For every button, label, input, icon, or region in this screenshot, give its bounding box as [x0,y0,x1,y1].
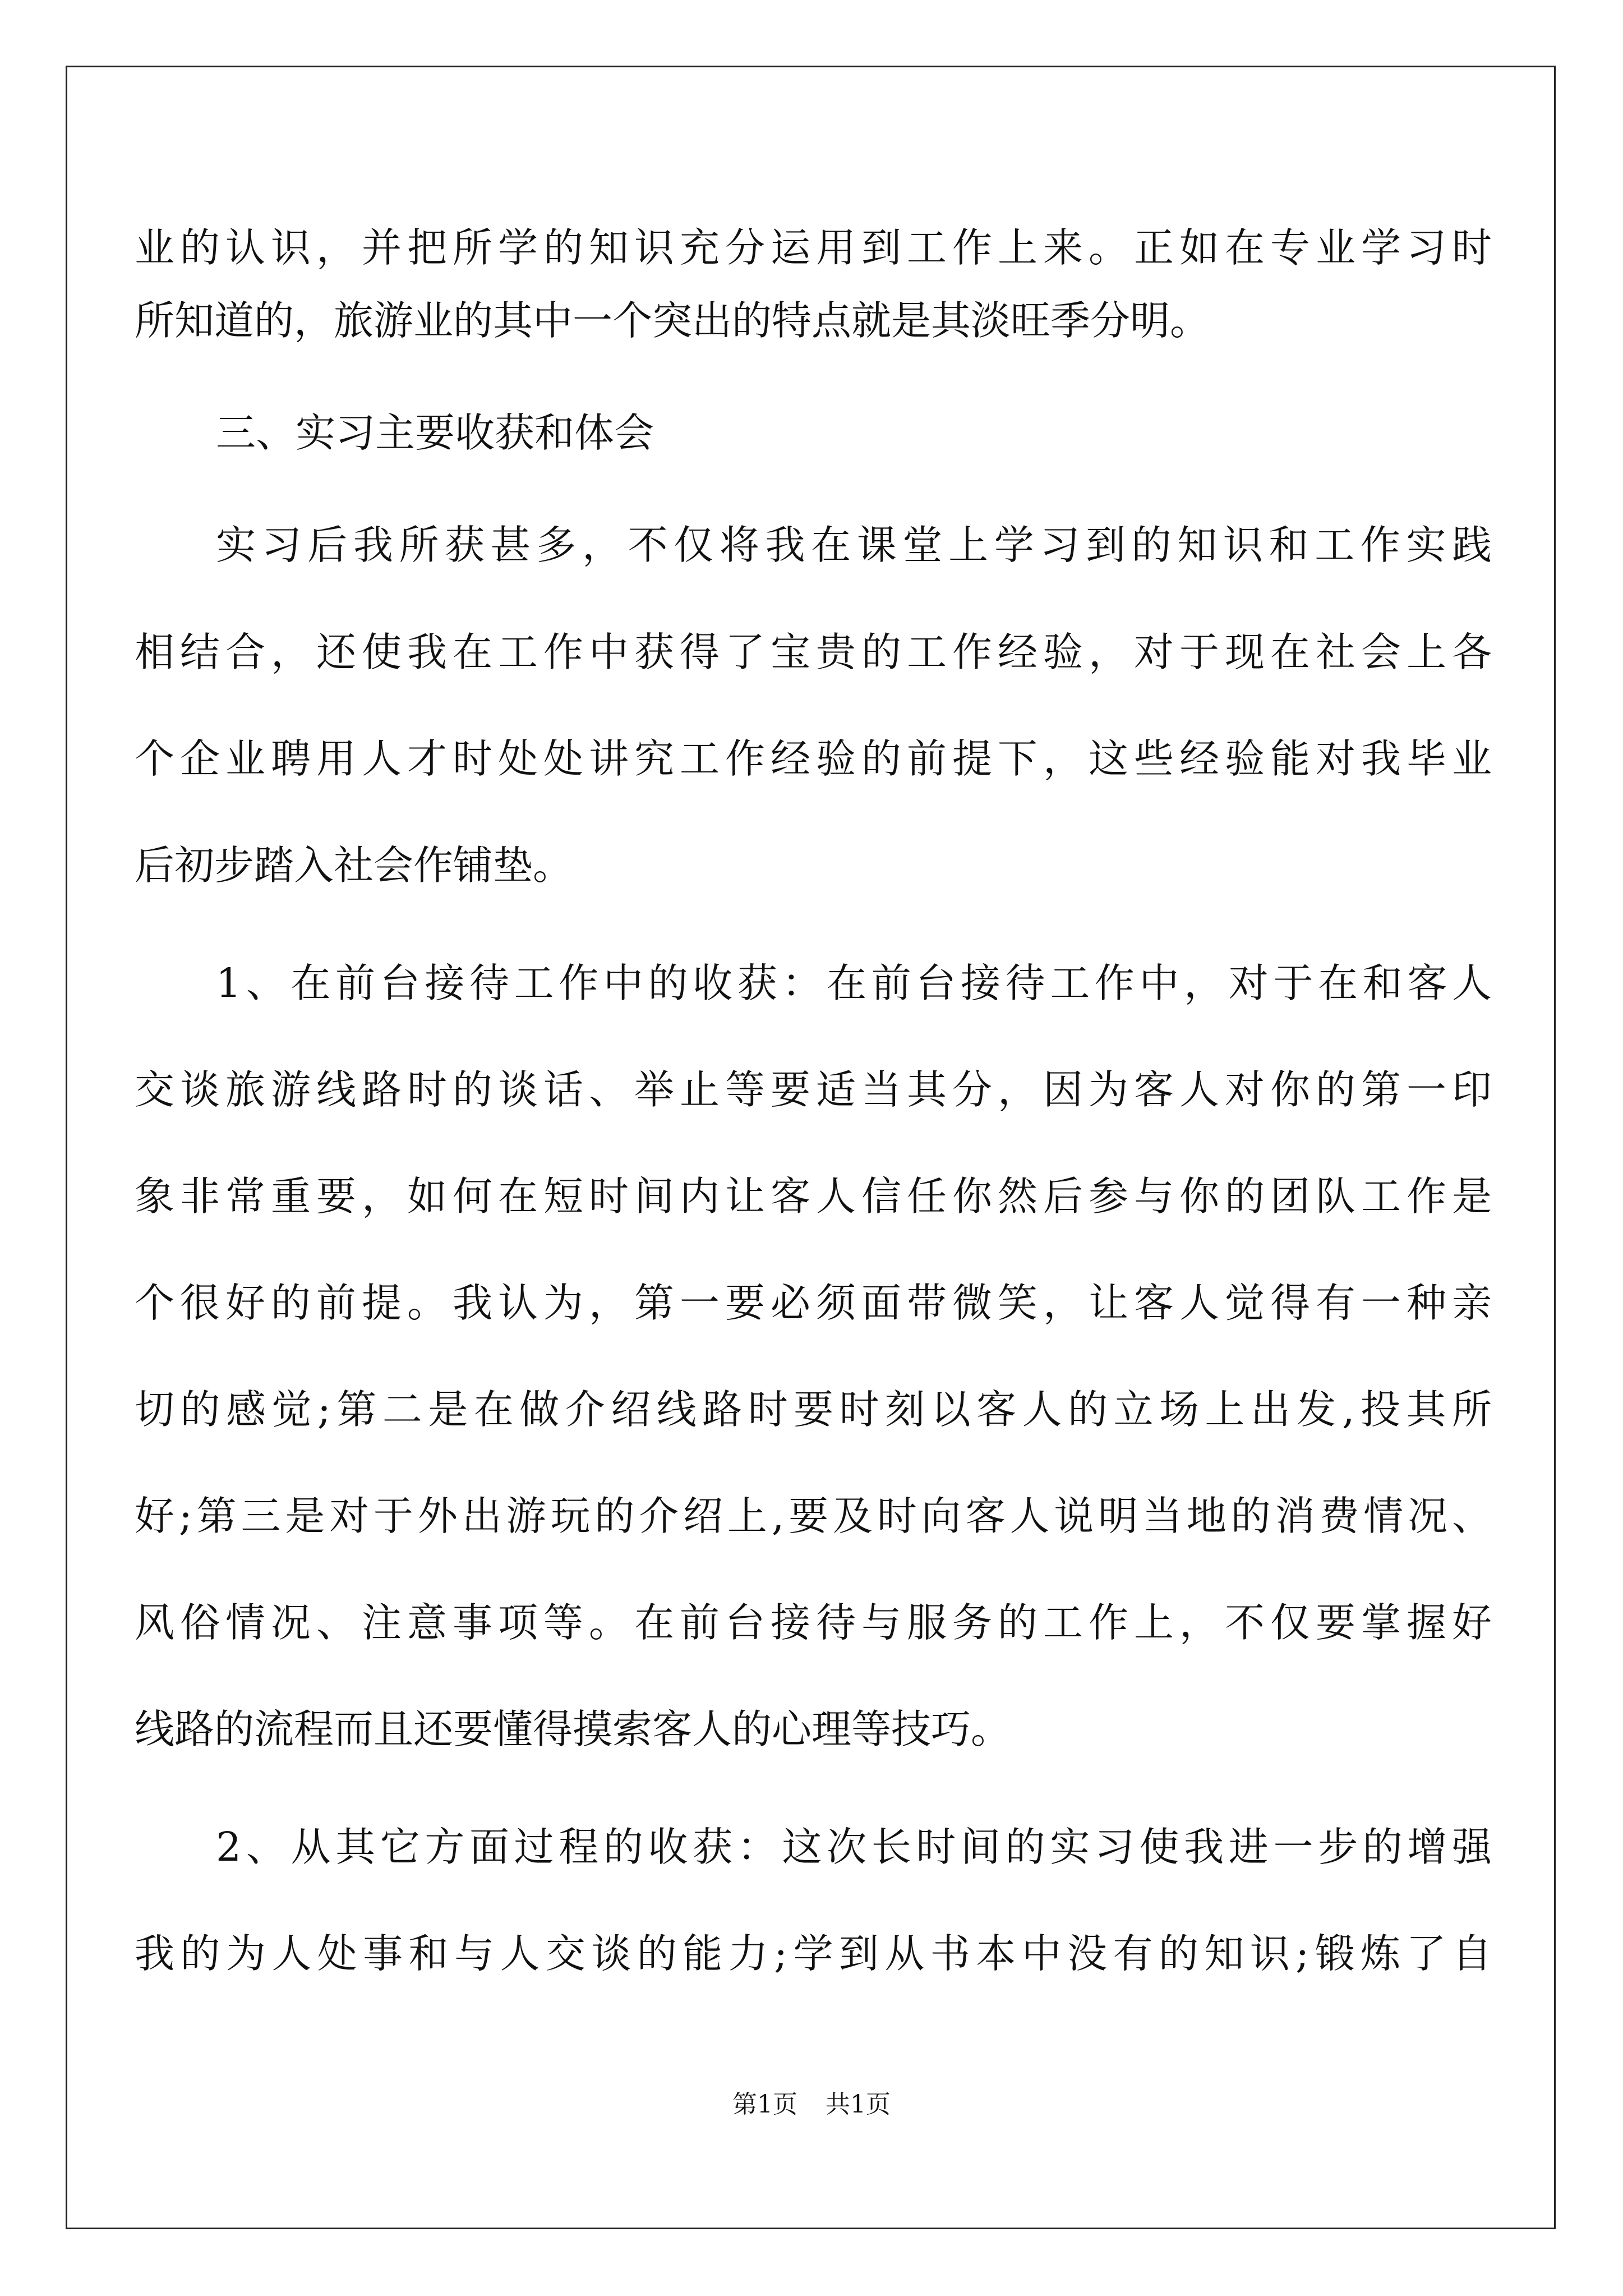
text-line: 我的为人处事和与人交谈的能力;学到从书本中没有的知识;锻炼了自 [135,1930,1492,1977]
text-line: 个很好的前提。我认为，第一要必须面带微笑，让客人觉得有一种亲 [135,1280,1492,1326]
text-line: 业的认识，并把所学的知识充分运用到工作上来。正如在专业学习时 [135,224,1492,271]
text-line: 后初步踏入社会作铺垫。 [135,842,573,889]
text-line: 风俗情况、注意事项等。在前台接待与服务的工作上，不仅要掌握好 [135,1599,1492,1646]
page-footer [0,2082,1623,2127]
text-line: 好;第三是对于外出游玩的介绍上,要及时向客人说明当地的消费情况、 [135,1493,1492,1539]
text-line: 切的感觉;第二是在做介绍线路时要时刻以客人的立场上出发,投其所 [135,1386,1492,1433]
page-count: 共1页 [826,2090,891,2119]
text-line: 实习后我所获甚多，不仅将我在课堂上学习到的知识和工作实践 [216,522,1492,568]
text-line: 相结合，还使我在工作中获得了宝贵的工作经验，对于现在社会上各 [135,629,1492,675]
text-line: 所知道的，旅游业的其中一个突出的特点就是其淡旺季分明。 [135,297,1210,344]
text-line: 个企业聘用人才时处处讲究工作经验的前提下，这些经验能对我毕业 [135,735,1492,782]
text-line: 2、从其它方面过程的收获：这次长时间的实习使我进一步的增强 [216,1824,1492,1870]
text-line: 线路的流程而且还要懂得摸索客人的心理等技巧。 [135,1706,1011,1752]
text-line: 1、在前台接待工作中的收获：在前台接待工作中，对于在和客人 [216,960,1492,1006]
section-heading: 三、实习主要收获和体会 [216,409,654,456]
text-line: 交谈旅游线路时的谈话、举止等要适当其分，因为客人对你的第一印 [135,1066,1492,1113]
page-number: 第1页 [732,2090,797,2119]
text-line: 象非常重要，如何在短时间内让客人信任你然后参与你的团队工作是 [135,1173,1492,1220]
page-border [66,66,1556,2229]
